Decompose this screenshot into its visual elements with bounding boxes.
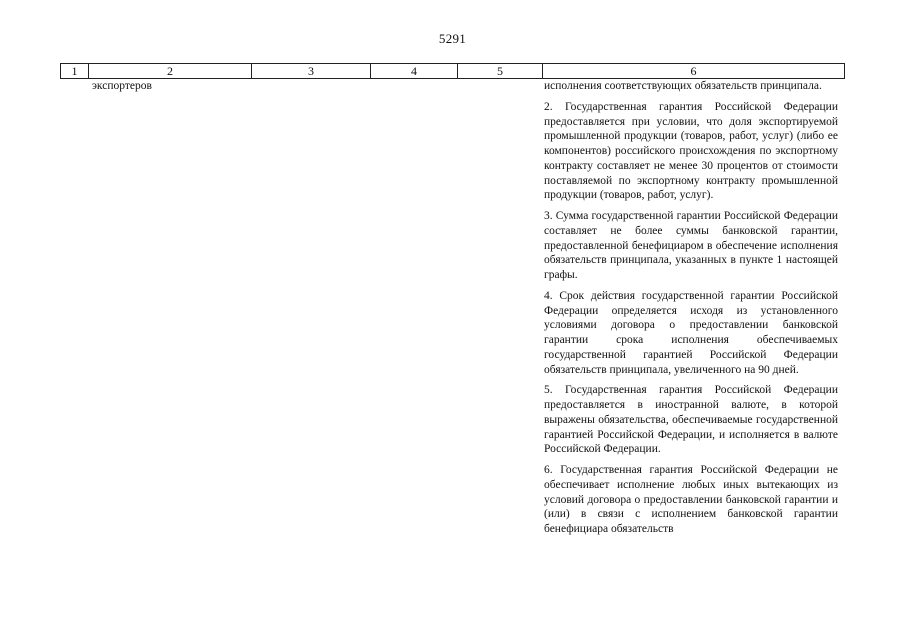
column-2-continuation-text: экспортеров — [92, 80, 152, 92]
column-6-conditions — [544, 79, 838, 543]
page-number: 5291 — [438, 31, 467, 46]
column-number-2: 2 — [89, 64, 252, 79]
condition-paragraph-3: 3. Сумма государственной гарантии Российской Федерации составляет не более суммы банковской гарантии, предоставленной бенефициаром в обеспечение исполнения обязательств принципала, указанных в пункте 1 настоящей графы. — [544, 210, 838, 281]
condition-paragraph-6: 6. Государственная гарантия Российской Федерации не обеспечивает исполнение любых иных вытекающих из условий договора о предоставлении банковской гарантии и (или) в связи с исполнением банковской гарантии бенефициара обязательств — [544, 464, 838, 535]
column-number-3: 3 — [252, 64, 371, 79]
column-number-1: 1 — [61, 64, 89, 79]
condition-paragraph-5: 5. Государственная гарантия Российской Федерации предоставляется в иностранной валюте, в которой выражены обязательства, обеспечиваемые государственной гарантией Российской Федерации, и исполняется в валюте Российской Федерации. — [544, 384, 838, 456]
column-number-6: 6 — [543, 64, 845, 79]
column-number-4: 4 — [371, 64, 458, 79]
condition-paragraph-continuation: исполнения соответствующих обязательств принципала. — [544, 80, 822, 92]
condition-paragraph-2: 2. Государственная гарантия Российской Федерации предоставляется при условии, что доля экспортируемой промышленной продукции (товаров, работ, услуг) (либо ее компонентов) российского происхождения по экспортному контракту составляет не менее 30 процентов от стоимости поставляемой по экспортному контракту промышленной продукции (товаров, работ, услуг). — [544, 100, 838, 202]
column-number-header-table — [60, 63, 845, 79]
condition-paragraph-4: 4. Срок действия государственной гарантии Российской Федерации определяется исходя из установленного условиями договора о предоставлении банковской гарантии срока исполнения обеспечиваемых государственной гарантией Российской Федерации обязательств принципала, увеличенного на 90 дней. — [544, 289, 838, 376]
column-number-5: 5 — [458, 64, 543, 79]
column-number-row — [61, 64, 845, 79]
